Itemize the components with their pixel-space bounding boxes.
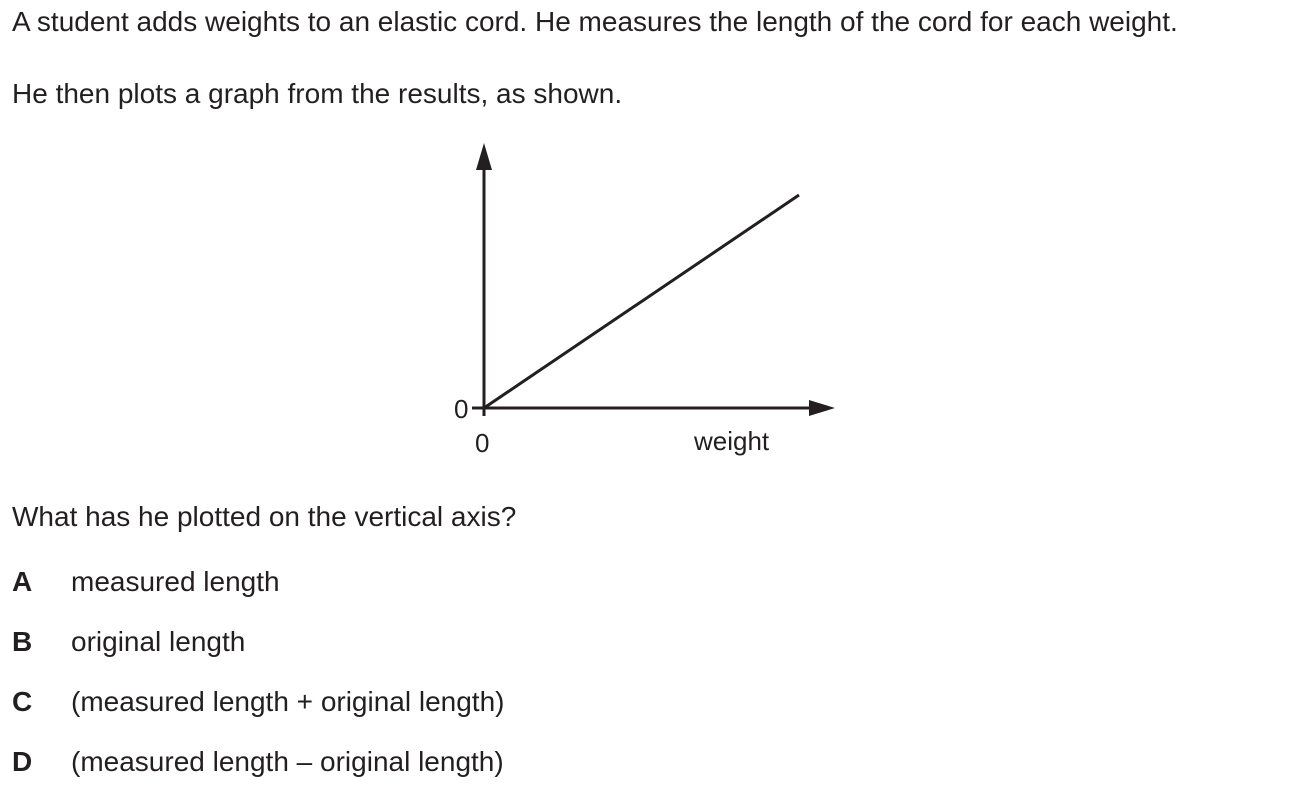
option-text: (measured length + original length) bbox=[71, 686, 505, 717]
intro-sentence-1: A student adds weights to an elastic cord. He measures the length of the cord for each weight. bbox=[12, 6, 1178, 37]
intro-sentence-2: He then plots a graph from the results, as shown. bbox=[12, 78, 623, 109]
option-text: original length bbox=[71, 626, 246, 657]
option-letter: C bbox=[12, 686, 33, 717]
option-text: measured length bbox=[71, 566, 280, 597]
x-origin-label: 0 bbox=[475, 428, 490, 458]
horizontal-axis-arrow-icon bbox=[809, 400, 835, 416]
y-origin-label: 0 bbox=[454, 394, 469, 424]
option-letter: A bbox=[12, 566, 33, 597]
option-text: (measured length – original length) bbox=[71, 746, 504, 777]
vertical-axis-arrow-icon bbox=[476, 143, 492, 170]
option-letter: D bbox=[12, 746, 33, 777]
option-letter: B bbox=[12, 626, 33, 657]
graph-line bbox=[484, 195, 799, 408]
x-axis-label: weight bbox=[694, 426, 770, 456]
question-text: What has he plotted on the vertical axis? bbox=[12, 501, 517, 532]
